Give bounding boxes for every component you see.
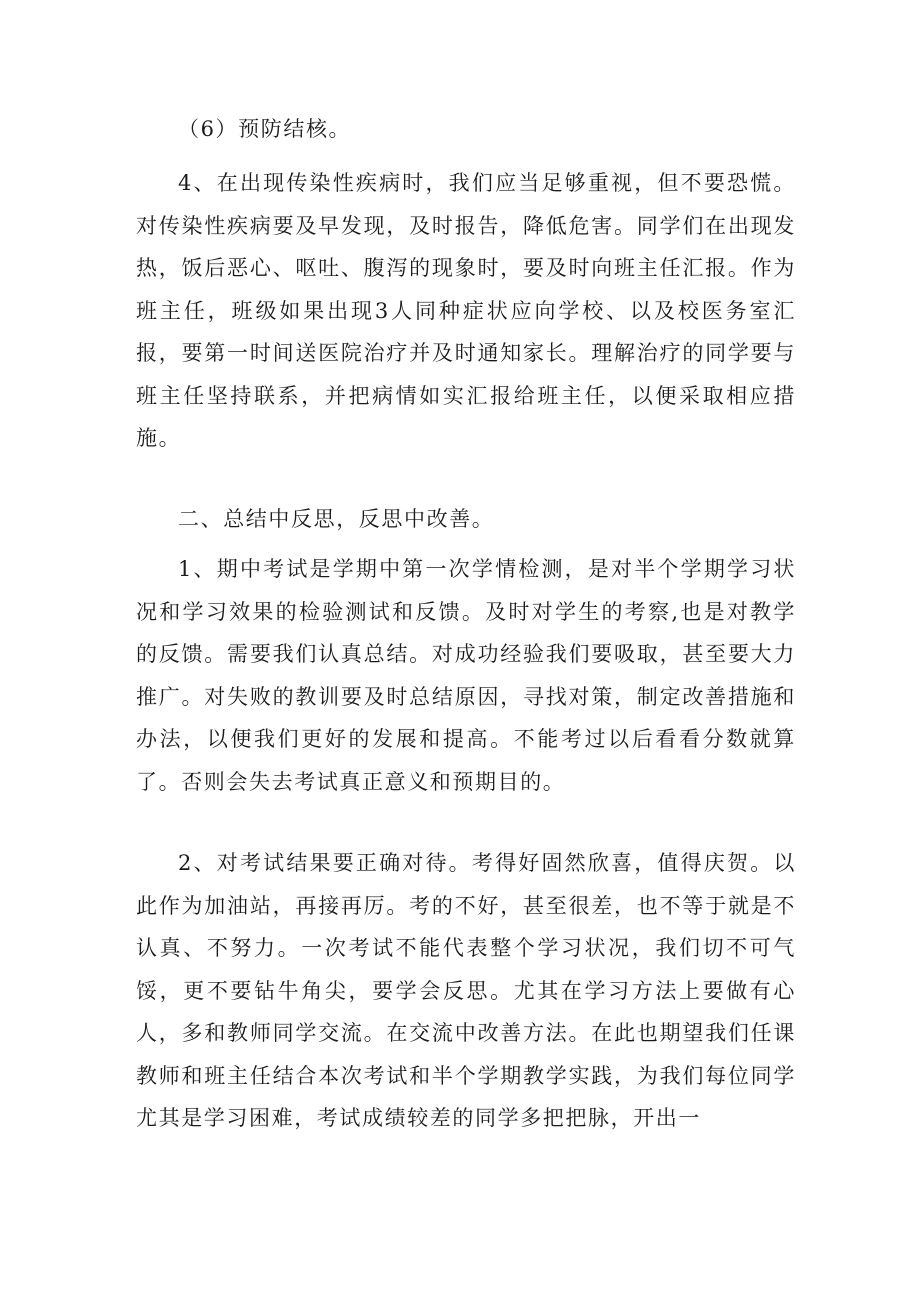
paragraph-4: 4、在出现传染性疾病时，我们应当足够重视，但不要恐慌。对传染性疾病要及早发现，及时报告，降低危害。同学们在出现发热，饭后恶心、呕吐、腹泻的现象时，要及时向班主任汇报。作为班主任，班级如果出现3人同种症状应向学校、以及校医务室汇报，要第一时间送医院治疗并及时通知家长。理解治疗的同学要与班主任坚持联系，并把病情如实汇报给班主任，以便采取相应措施。 (136, 171, 796, 450)
paragraph-section2-item1: 1、期中考试是学期中第一次学情检测，是对半个学期学习状况和学习效果的检验测试和反馈。及时对学生的考察,也是对教学的反馈。需要我们认真总结。对成功经验我们要吸取，甚至要大力推广。对失败的教训要及时总结原因，寻找对策，制定改善措施和办法，以便我们更好的发展和提高。不能考过以后看看分数就算了。否则会失去考试真正意义和预期目的。 (136, 557, 796, 794)
paragraph-section2-item2: 2、对考试结果要正确对待。考得好固然欣喜，值得庆贺。以此作为加油站，再接再厉。考的不好，甚至很差，也不等于就是不认真、不努力。一次考试不能代表整个学习状况，我们切不可气馁，更不要钻牛角尖，要学会反思。尤其在学习方法上要做有心人，多和教师同学交流。在交流中改善方法。在此也期望我们任课教师和班主任结合本次考试和半个学期教学实践，为我们每位同学尤其是学习困难，考试成绩较差的同学多把把脉，开出一 (136, 851, 796, 1130)
list-item-6: （6）预防结核。 (178, 117, 352, 141)
section-heading-2: 二、总结中反思，反思中改善。 (178, 507, 495, 531)
